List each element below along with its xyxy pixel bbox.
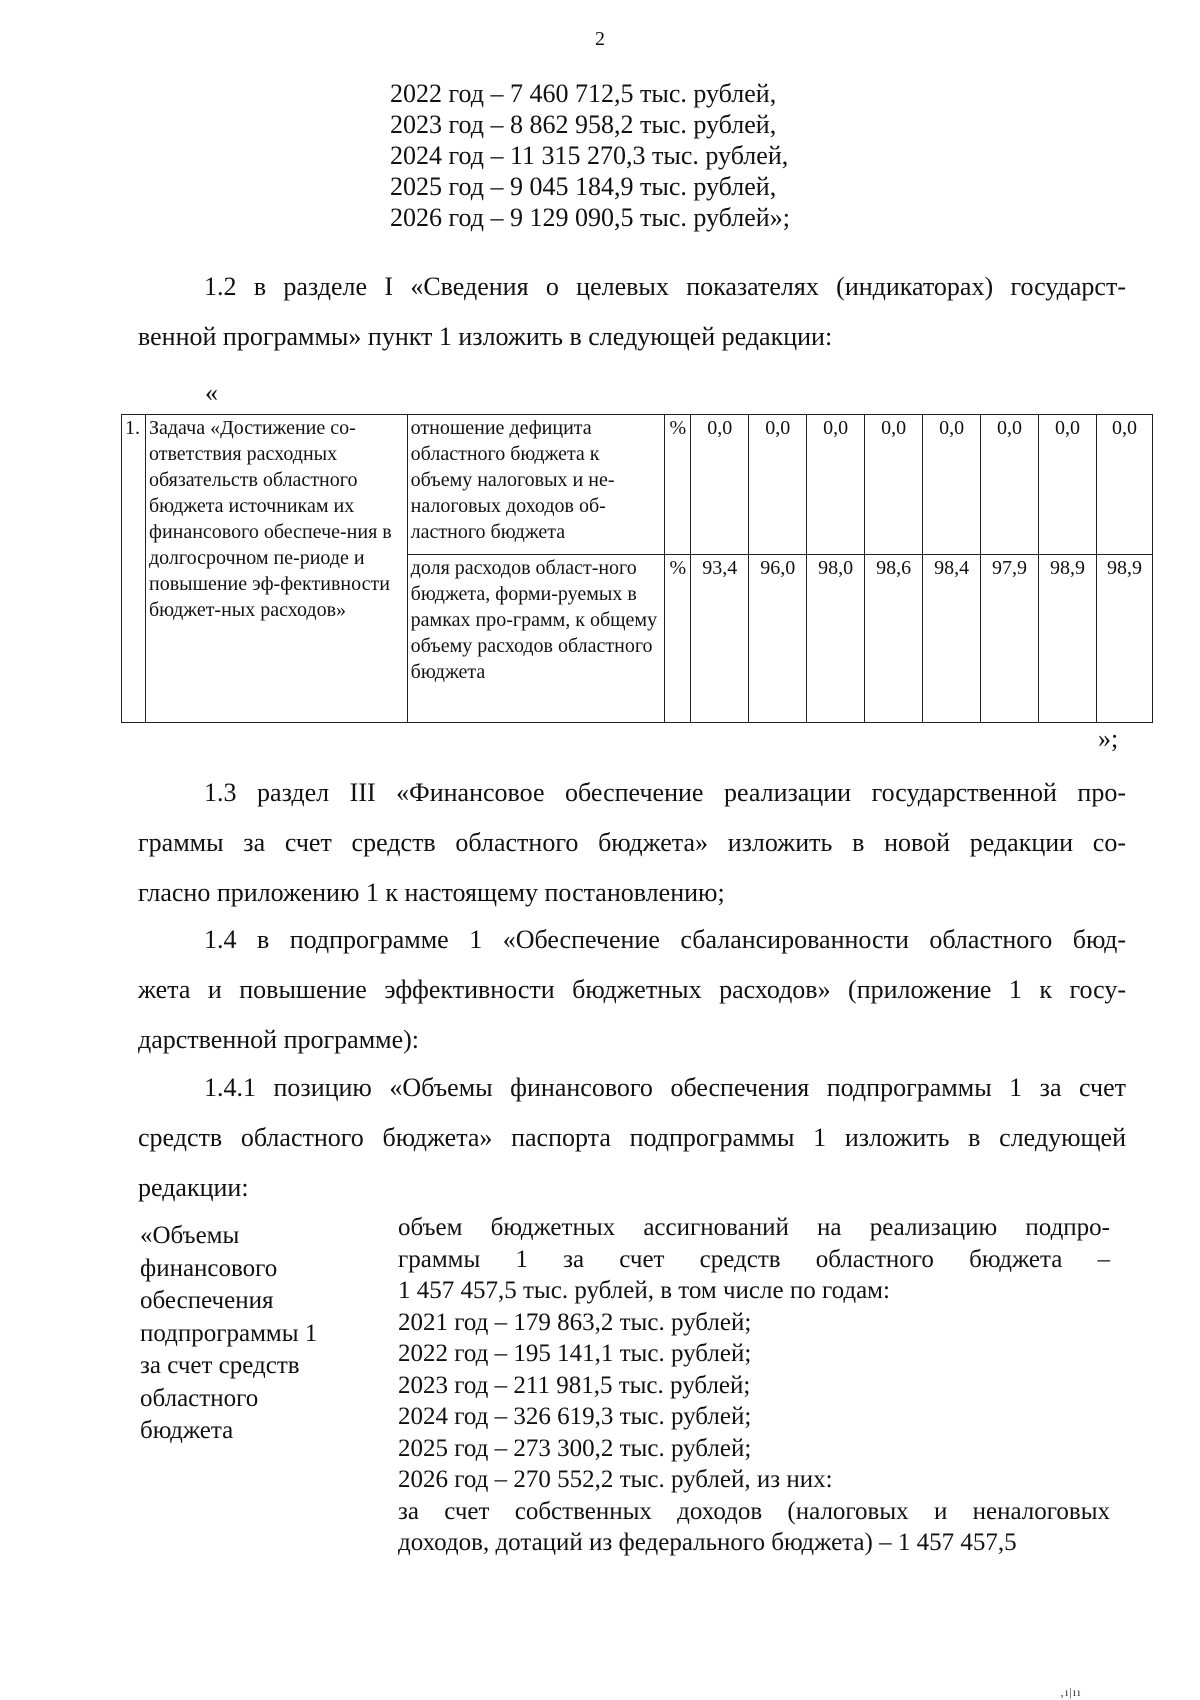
value-cell: 96,0 xyxy=(749,555,807,723)
value-cell: 0,0 xyxy=(865,415,923,555)
value-cell: 0,0 xyxy=(923,415,981,555)
paragraph-line: жета и повышение эффективности бюджетных расходов» (приложение 1 к госу- xyxy=(138,975,1126,1004)
passport-text-line: доходов, дотаций из федерального бюджета) – 1 457 457,5 xyxy=(398,1529,1017,1556)
paragraph-line: 1.4.1 позицию «Объемы финансового обеспечения подпрограммы 1 за счет xyxy=(204,1073,1126,1102)
indicator-table xyxy=(121,414,1153,723)
passport-label xyxy=(140,1220,370,1448)
paragraph-line: гласно приложению 1 к настоящему постановлению; xyxy=(138,878,725,907)
passport-label-line: бюджета xyxy=(140,1417,234,1444)
value-cell: 98,9 xyxy=(1096,555,1152,723)
paragraph-line: 1.2 в разделе I «Сведения о целевых показателях (индикаторах) государст- xyxy=(204,272,1126,301)
passport-text-line: объем бюджетных ассигнований на реализацию подпро- xyxy=(398,1214,1110,1241)
page-number: 2 xyxy=(595,28,605,50)
task-cell: Задача «Достижение со-ответствия расходных обязательств областного бюджета источникам их финансового обеспече-ния в долгосрочном пе-риоде и повышение эф-фективности бюджет-ных расходов» xyxy=(145,415,407,723)
value-cell: 0,0 xyxy=(981,415,1039,555)
passport-label-line: подпрограммы 1 xyxy=(140,1319,318,1347)
paragraph-1-3 xyxy=(138,768,1126,918)
paragraph-line: венной программы» пункт 1 изложить в следующей редакции: xyxy=(138,322,833,351)
passport-label-line: «Объемы xyxy=(140,1222,240,1249)
passport-text-line: 1 457 457,5 тыс. рублей, в том числе по годам: xyxy=(398,1277,890,1304)
paragraph-1-2 xyxy=(138,262,1126,362)
table-row xyxy=(122,415,1153,555)
indicator-name-cell: отношение дефицита областного бюджета к объему налоговых и не-налоговых доходов об-ластного бюджета xyxy=(407,415,665,555)
passport-year-line: 2026 год – 270 552,2 тыс. рублей, из них: xyxy=(398,1466,833,1493)
funding-year-line: 2023 год – 8 862 958,2 тыс. рублей, xyxy=(390,110,777,139)
passport-year-line: 2025 год – 273 300,2 тыс. рублей; xyxy=(398,1434,752,1462)
value-cell: 93,4 xyxy=(691,555,749,723)
value-cell: 0,0 xyxy=(1096,415,1152,555)
unit-cell: % xyxy=(665,415,691,555)
value-cell: 98,6 xyxy=(865,555,923,723)
value-cell: 98,4 xyxy=(923,555,981,723)
paragraph-1-4 xyxy=(138,915,1126,1065)
passport-year-line: 2021 год – 179 863,2 тыс. рублей; xyxy=(398,1308,752,1336)
row-number-cell: 1. xyxy=(122,415,146,723)
passport-year-line: 2022 год – 195 141,1 тыс. рублей; xyxy=(398,1340,752,1367)
scan-marks: ‚ı|ıı xyxy=(1060,1685,1082,1699)
quote-close: »; xyxy=(1098,724,1119,753)
value-cell: 0,0 xyxy=(1039,415,1097,555)
passport-label-line: финансового xyxy=(140,1254,278,1282)
passport-label-line: обеспечения xyxy=(140,1287,274,1314)
funding-year-line: 2024 год – 11 315 270,3 тыс. рублей, xyxy=(390,141,789,170)
value-cell: 98,9 xyxy=(1039,555,1097,723)
paragraph-line: граммы за счет средств областного бюджета» изложить в новой редакции со- xyxy=(138,828,1126,857)
quote-open: « xyxy=(205,378,218,407)
funding-year-line: 2025 год – 9 045 184,9 тыс. рублей, xyxy=(390,172,777,201)
funding-years-list xyxy=(390,78,790,233)
value-cell: 97,9 xyxy=(981,555,1039,723)
funding-year-line: 2022 год – 7 460 712,5 тыс. рублей, xyxy=(390,79,777,108)
indicator-name-cell: доля расходов област-ного бюджета, форми-руемых в рамках про-грамм, к общему объему расходов областного бюджета xyxy=(407,555,665,723)
paragraph-line: дарственной программе): xyxy=(138,1025,420,1054)
paragraph-line: 1.3 раздел III «Финансовое обеспечение реализации государственной про- xyxy=(204,778,1126,807)
unit-cell: % xyxy=(665,555,691,723)
value-cell: 0,0 xyxy=(749,415,807,555)
funding-year-line: 2026 год – 9 129 090,5 тыс. рублей»; xyxy=(390,203,790,232)
passport-text-line: за счет собственных доходов (налоговых и неналоговых xyxy=(398,1497,1110,1525)
paragraph-line: средств областного бюджета» паспорта подпрограммы 1 изложить в следующей xyxy=(138,1123,1126,1152)
passport-label-line: областного xyxy=(140,1384,259,1412)
paragraph-1-4-1 xyxy=(138,1063,1126,1213)
paragraph-line: редакции: xyxy=(138,1173,249,1202)
passport-label-line: за счет средств xyxy=(140,1352,300,1379)
value-cell: 98,0 xyxy=(807,555,865,723)
passport-year-line: 2024 год – 326 619,3 тыс. рублей; xyxy=(398,1403,752,1430)
passport-text-line: граммы 1 за счет средств областного бюджета – xyxy=(398,1245,1110,1273)
value-cell: 0,0 xyxy=(691,415,749,555)
passport-year-line: 2023 год – 211 981,5 тыс. рублей; xyxy=(398,1371,751,1399)
paragraph-line: 1.4 в подпрограмме 1 «Обеспечение сбалансированности областного бюд- xyxy=(204,925,1126,954)
passport-text xyxy=(398,1212,1110,1559)
value-cell: 0,0 xyxy=(807,415,865,555)
